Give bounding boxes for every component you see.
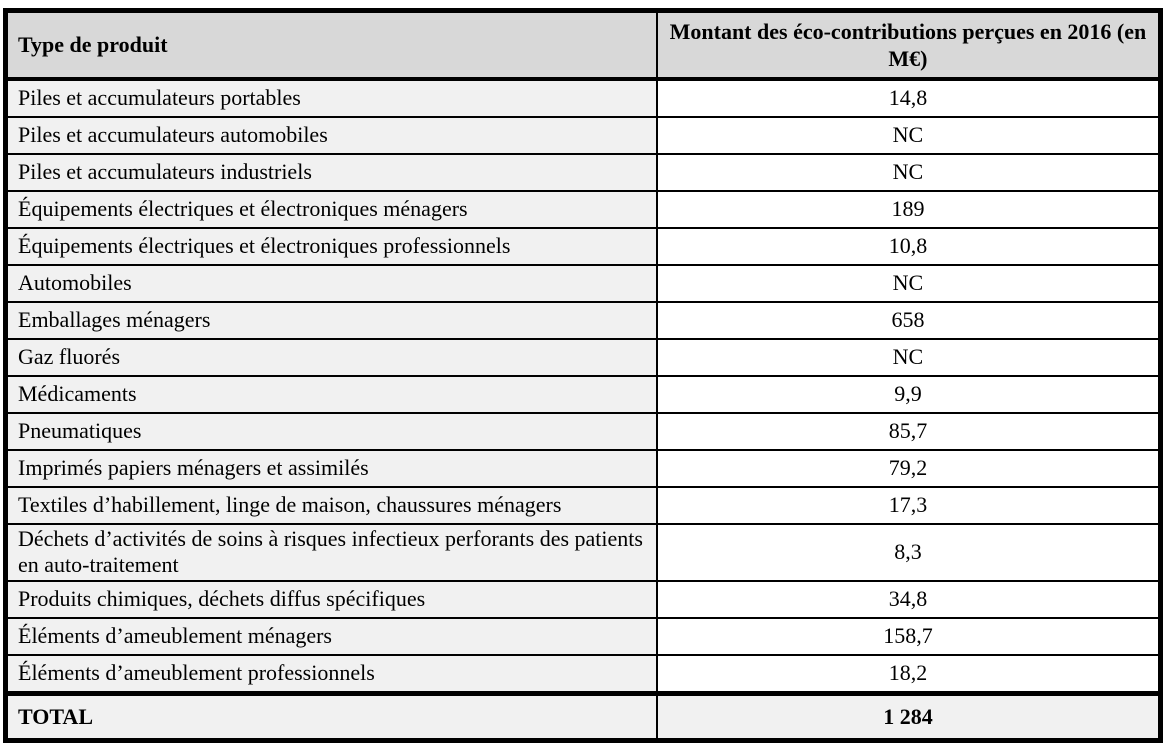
product-type-cell: Éléments d’ameublement professionnels — [6, 655, 657, 694]
table-row — [6, 376, 1161, 413]
product-type-cell: Piles et accumulateurs portables — [6, 79, 657, 117]
product-type-cell: Imprimés papiers ménagers et assimilés — [6, 450, 657, 487]
table-row — [6, 191, 1161, 228]
table-row — [6, 154, 1161, 191]
table-body — [6, 79, 1161, 693]
amount-cell: 9,9 — [657, 376, 1161, 413]
table-row — [6, 581, 1161, 618]
amount-cell: 158,7 — [657, 618, 1161, 655]
product-type-cell: Automobiles — [6, 265, 657, 302]
table-row — [6, 79, 1161, 117]
product-type-cell: Piles et accumulateurs automobiles — [6, 117, 657, 154]
amount-cell: 658 — [657, 302, 1161, 339]
amount-cell: 18,2 — [657, 655, 1161, 694]
column-header-product-type: Type de produit — [6, 11, 657, 80]
table-row — [6, 339, 1161, 376]
amount-cell: NC — [657, 339, 1161, 376]
table-row — [6, 265, 1161, 302]
amount-cell: 34,8 — [657, 581, 1161, 618]
total-label: TOTAL — [6, 693, 657, 740]
table-row — [6, 117, 1161, 154]
amount-cell: NC — [657, 117, 1161, 154]
header-row — [6, 11, 1161, 80]
amount-cell: 79,2 — [657, 450, 1161, 487]
total-amount: 1 284 — [657, 693, 1161, 740]
product-type-cell: Textiles d’habillement, linge de maison, chaussures ménagers — [6, 487, 657, 524]
product-type-cell: Déchets d’activités de soins à risques infectieux perforants des patients en auto-traitement — [6, 524, 657, 581]
column-header-amount-2016: Montant des éco-contributions perçues en 2016 (en M€) — [657, 11, 1161, 80]
table-row — [6, 618, 1161, 655]
product-type-cell: Pneumatiques — [6, 413, 657, 450]
eco-contributions-table — [3, 8, 1163, 743]
amount-cell: 17,3 — [657, 487, 1161, 524]
total-row — [6, 693, 1161, 740]
amount-cell: 85,7 — [657, 413, 1161, 450]
product-type-cell: Équipements électriques et électroniques ménagers — [6, 191, 657, 228]
product-type-cell: Éléments d’ameublement ménagers — [6, 618, 657, 655]
table-row — [6, 228, 1161, 265]
product-type-cell: Équipements électriques et électroniques professionnels — [6, 228, 657, 265]
amount-cell: NC — [657, 265, 1161, 302]
table-row — [6, 655, 1161, 694]
table-row — [6, 413, 1161, 450]
table-row — [6, 450, 1161, 487]
amount-cell: 8,3 — [657, 524, 1161, 581]
product-type-cell: Gaz fluorés — [6, 339, 657, 376]
product-type-cell: Emballages ménagers — [6, 302, 657, 339]
amount-cell: 14,8 — [657, 79, 1161, 117]
product-type-cell: Médicaments — [6, 376, 657, 413]
table-row — [6, 487, 1161, 524]
amount-cell: 189 — [657, 191, 1161, 228]
product-type-cell: Produits chimiques, déchets diffus spécifiques — [6, 581, 657, 618]
table-row — [6, 302, 1161, 339]
product-type-cell: Piles et accumulateurs industriels — [6, 154, 657, 191]
amount-cell: NC — [657, 154, 1161, 191]
table-row — [6, 524, 1161, 581]
amount-cell: 10,8 — [657, 228, 1161, 265]
